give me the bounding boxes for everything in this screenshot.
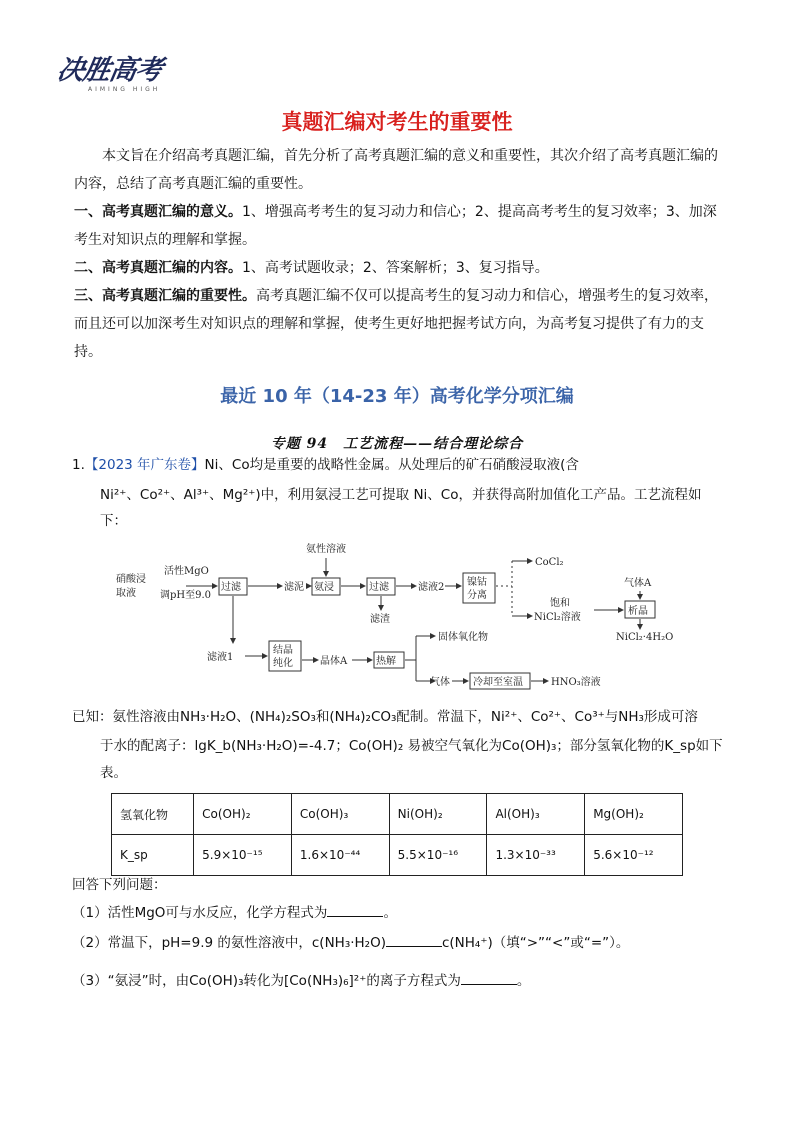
table-cell: 1.3×10⁻³³ bbox=[487, 835, 585, 876]
table-cell: Co(OH)₂ bbox=[194, 794, 292, 835]
logo-text: 决胜高考 bbox=[54, 55, 165, 86]
page-title: 真题汇编对考生的重要性 bbox=[281, 110, 513, 134]
known-line-1: 已知：氨性溶液由NH₃·H₂O、(NH₄)₂SO₃和(NH₄)₂CO₃配制。常温下，Ni²⁺、Co²⁺、Co³⁺与NH₃形成可溶 bbox=[72, 709, 698, 725]
intro-text: 本文旨在介绍高考真题汇编，首先分析了高考真题汇编的意义和重要性，其次介绍了高考真题汇编的内容，总结了高考真题汇编的重要性。 bbox=[74, 148, 718, 192]
flow-cool: 冷却至室温 bbox=[473, 677, 523, 688]
flow-filtrate-2: 滤液2 bbox=[418, 582, 445, 593]
flow-purify-2: 纯化 bbox=[273, 658, 293, 669]
topic-title: 专题 94 工艺流程——结合理论综合 bbox=[270, 436, 524, 452]
subquestion-2 bbox=[72, 930, 629, 956]
flow-filter-2: 过滤 bbox=[369, 582, 389, 593]
question-line-3: 下： bbox=[100, 513, 127, 529]
table-cell: K_sp bbox=[112, 835, 194, 876]
flow-leach: 氨浸 bbox=[314, 582, 334, 593]
table-cell: Al(OH)₃ bbox=[487, 794, 585, 835]
subquestion-2-mid: c(NH₄⁺)（填“>”“<”或“=”）。 bbox=[441, 935, 630, 951]
intro-paragraph bbox=[74, 142, 724, 366]
question-line-1 bbox=[72, 452, 579, 478]
table-cell: Co(OH)₃ bbox=[291, 794, 389, 835]
flow-cocl2: CoCl₂ bbox=[535, 557, 564, 568]
flow-filtrate-1: 滤液1 bbox=[207, 652, 234, 663]
answer-blank-2[interactable] bbox=[386, 934, 442, 947]
flow-purify-1: 结晶 bbox=[273, 645, 293, 656]
question-number: 1. bbox=[72, 457, 85, 473]
flow-nicl2-hydrate: NiCl₂·4H₂O bbox=[616, 632, 674, 643]
answer-intro: 回答下列问题： bbox=[72, 877, 167, 893]
flow-feed-1: 硝酸浸 bbox=[116, 574, 146, 585]
logo-subtitle: AIMING HIGH bbox=[88, 86, 161, 93]
question-tag: 【2023 年广东卷】 bbox=[84, 457, 205, 473]
table-cell: 5.9×10⁻¹⁵ bbox=[194, 835, 292, 876]
point-1-head: 一、高考真题汇编的意义。 bbox=[74, 204, 242, 220]
subquestion-3-end: 。 bbox=[516, 973, 531, 989]
point-1 bbox=[74, 198, 724, 254]
point-2-body: 1、高考试题收录；2、答案解析；3、复习指导。 bbox=[242, 260, 549, 276]
table-row bbox=[112, 835, 683, 876]
table-cell: 5.5×10⁻¹⁶ bbox=[389, 835, 487, 876]
flow-ammonia-solution: 氨性溶液 bbox=[306, 544, 346, 555]
flow-gas-a: 气体A bbox=[624, 578, 652, 589]
point-3 bbox=[74, 282, 724, 366]
flow-crystal-a: 晶体A bbox=[320, 656, 348, 667]
point-3-head: 三、高考真题汇编的重要性。 bbox=[74, 288, 256, 304]
subquestion-1-end: 。 bbox=[383, 905, 397, 921]
answer-blank-1[interactable] bbox=[327, 904, 383, 917]
known-line-3: 表。 bbox=[100, 765, 127, 781]
flow-solid-oxide: 固体氧化物 bbox=[438, 632, 488, 643]
flow-reagent-mgo: 活性MgO bbox=[164, 566, 209, 577]
flow-gas: 气体 bbox=[430, 677, 450, 688]
flow-nicl2-sat-2: NiCl₂溶液 bbox=[534, 612, 581, 623]
logo bbox=[54, 44, 168, 110]
process-flow-diagram bbox=[112, 536, 674, 696]
point-2-head: 二、高考真题汇编的内容。 bbox=[74, 260, 242, 276]
point-3-body: 高考真题汇编不仅可以提高考生的复习动力和信心，增强考生的复习效率，而且还可以加深考生对知识点的理解和掌握，使考生更好地把握考试方向，为高考复习提供了有力的支持。 bbox=[74, 288, 718, 360]
subquestion-3-text: （3）“氨浸”时，由Co(OH)₃转化为[Co(NH₃)₆]²⁺的离子方程式为 bbox=[72, 973, 461, 989]
subquestion-1 bbox=[72, 900, 397, 926]
flow-nicl2-sat-1: 饱和 bbox=[550, 598, 570, 609]
flow-separate-2: 分离 bbox=[467, 590, 487, 601]
question-stem-1: Ni、Co均是重要的战略性金属。从处理后的矿石硝酸浸取液(含 bbox=[204, 457, 579, 473]
table-header-row bbox=[112, 794, 683, 835]
subquestion-2-text: （2）常温下，pH=9.9 的氨性溶液中，c(NH₃·H₂O) bbox=[72, 935, 386, 951]
flow-crystallize: 析晶 bbox=[628, 606, 648, 617]
flow-filter-1: 过滤 bbox=[221, 582, 241, 593]
table-cell: Mg(OH)₂ bbox=[585, 794, 683, 835]
subquestion-1-text: （1）活性MgO可与水反应，化学方程式为 bbox=[72, 905, 328, 921]
flow-reagent-ph: 调pH至9.0 bbox=[160, 590, 212, 601]
section-title: 最近 10 年（14-23 年）高考化学分项汇编 bbox=[220, 386, 574, 407]
known-line-2: 于水的配离子：lgK_b(NH₃·H₂O)=-4.7；Co(OH)₂ 易被空气氧化为Co(OH)₃；部分氢氧化物的K_sp如下 bbox=[100, 738, 723, 754]
question-line-2: Ni²⁺、Co²⁺、Al³⁺、Mg²⁺)中，利用氨浸工艺可提取 Ni、Co，并获得高附加值化工产品。工艺流程如 bbox=[100, 487, 702, 503]
flow-mud: 滤泥 bbox=[284, 582, 304, 593]
flow-feed-2: 取液 bbox=[116, 588, 136, 599]
table-cell: 氢氧化物 bbox=[112, 794, 194, 835]
ksp-table bbox=[111, 793, 683, 876]
point-1-body: 1、增强高考考生的复习动力和信心；2、提高高考考生的复习效率；3、加深考生对知识点的理解和掌握。 bbox=[74, 204, 717, 248]
flow-separate-1: 镍钴 bbox=[467, 577, 487, 588]
table-cell: 1.6×10⁻⁴⁴ bbox=[291, 835, 389, 876]
answer-blank-3[interactable] bbox=[461, 972, 517, 985]
flow-pyrolysis: 热解 bbox=[376, 656, 396, 667]
table-cell: 5.6×10⁻¹² bbox=[585, 835, 683, 876]
flow-hno3: HNO₃溶液 bbox=[551, 677, 601, 688]
flow-residue: 滤渣 bbox=[370, 614, 390, 625]
table-cell: Ni(OH)₂ bbox=[389, 794, 487, 835]
point-2 bbox=[74, 254, 724, 282]
subquestion-3 bbox=[72, 968, 530, 994]
